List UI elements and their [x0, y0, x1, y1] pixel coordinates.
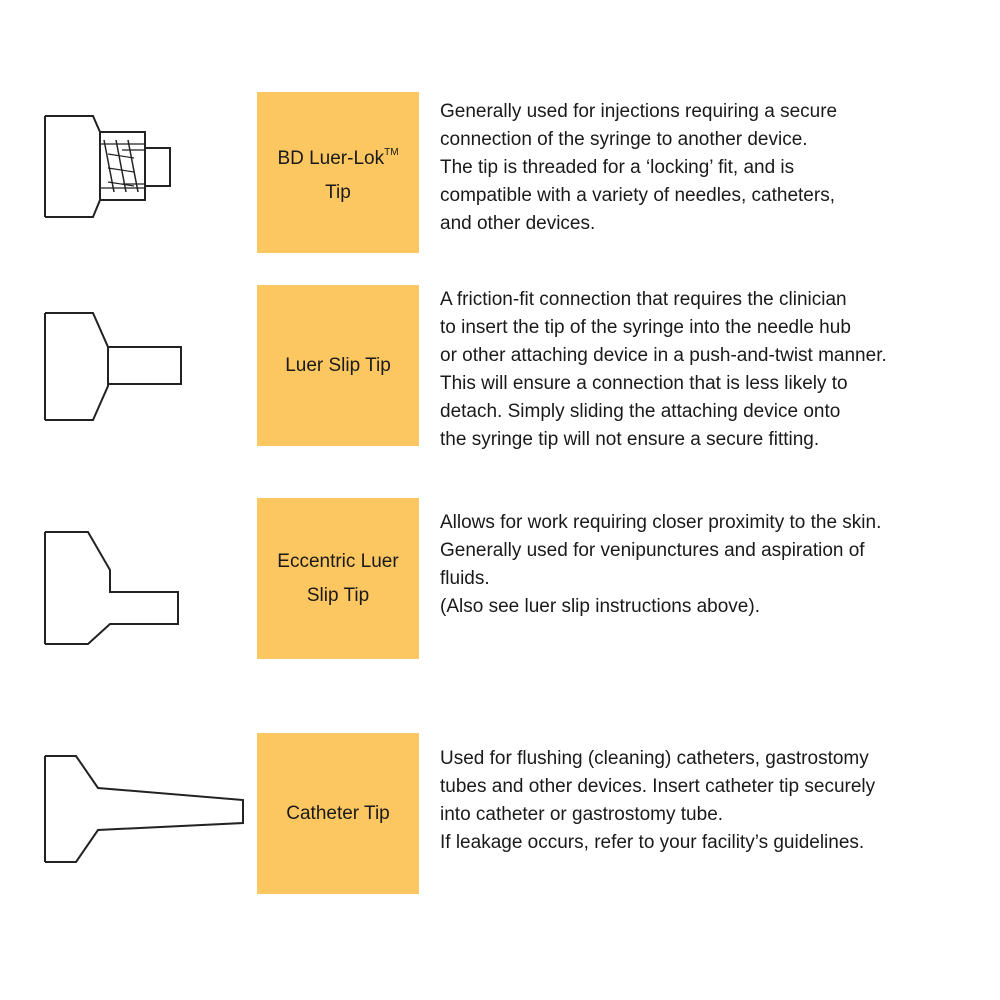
description-line: Allows for work requiring closer proximity to the skin.	[440, 512, 882, 533]
luer-slip-label-line-1: Luer Slip Tip	[285, 354, 391, 376]
luer-lok-label-line-2: Tip	[325, 181, 351, 203]
eccentric-luer-slip-description	[440, 509, 990, 621]
description-line: Generally used for injections requiring a secure	[440, 101, 838, 122]
description-line: If leakage occurs, refer to your facility’s guidelines.	[440, 832, 865, 853]
catheter-tip-icon	[38, 750, 258, 870]
luer-slip-label	[257, 285, 419, 446]
description-line: connection of the syringe to another device.	[440, 129, 808, 150]
description-line: fluids.	[440, 568, 490, 589]
luer-lok-label	[257, 92, 419, 253]
luer-lok-label-line-1: BD Luer-Lok	[277, 147, 385, 169]
description-line: compatible with a variety of needles, catheters,	[440, 185, 835, 206]
description-line: tubes and other devices. Insert catheter tip securely	[440, 776, 876, 797]
description-line: the syringe tip will not ensure a secure fitting.	[440, 429, 820, 450]
luer-lok-description	[440, 98, 990, 238]
luer-lok-tip-icon	[38, 100, 188, 230]
luer-slip-description	[440, 286, 990, 454]
catheter-description	[440, 745, 990, 857]
description-line: and other devices.	[440, 213, 596, 234]
eccentric-luer-slip-tip-icon	[38, 522, 198, 652]
eccentric-luer-slip-label	[257, 498, 419, 659]
catheter-label-line-1: Catheter Tip	[286, 802, 390, 824]
eccentric-label-line-1: Eccentric Luer	[277, 550, 399, 572]
catheter-label	[257, 733, 419, 894]
description-line: detach. Simply sliding the attaching device onto	[440, 401, 841, 422]
luer-slip-tip-icon	[38, 300, 198, 430]
description-line: Generally used for venipunctures and aspiration of	[440, 540, 865, 561]
trademark-mark: TM	[384, 146, 399, 158]
description-line: to insert the tip of the syringe into the needle hub	[440, 317, 851, 338]
description-line: (Also see luer slip instructions above).	[440, 596, 760, 617]
eccentric-label-line-2: Slip Tip	[306, 584, 370, 606]
description-line: Used for flushing (cleaning) catheters, gastrostomy	[440, 748, 869, 769]
description-line: or other attaching device in a push-and-twist manner.	[440, 345, 887, 366]
description-line: The tip is threaded for a ‘locking’ fit, and is	[440, 157, 795, 178]
description-line: A friction-fit connection that requires the clinician	[440, 289, 847, 310]
description-line: into catheter or gastrostomy tube.	[440, 804, 724, 825]
description-line: This will ensure a connection that is less likely to	[440, 373, 848, 394]
